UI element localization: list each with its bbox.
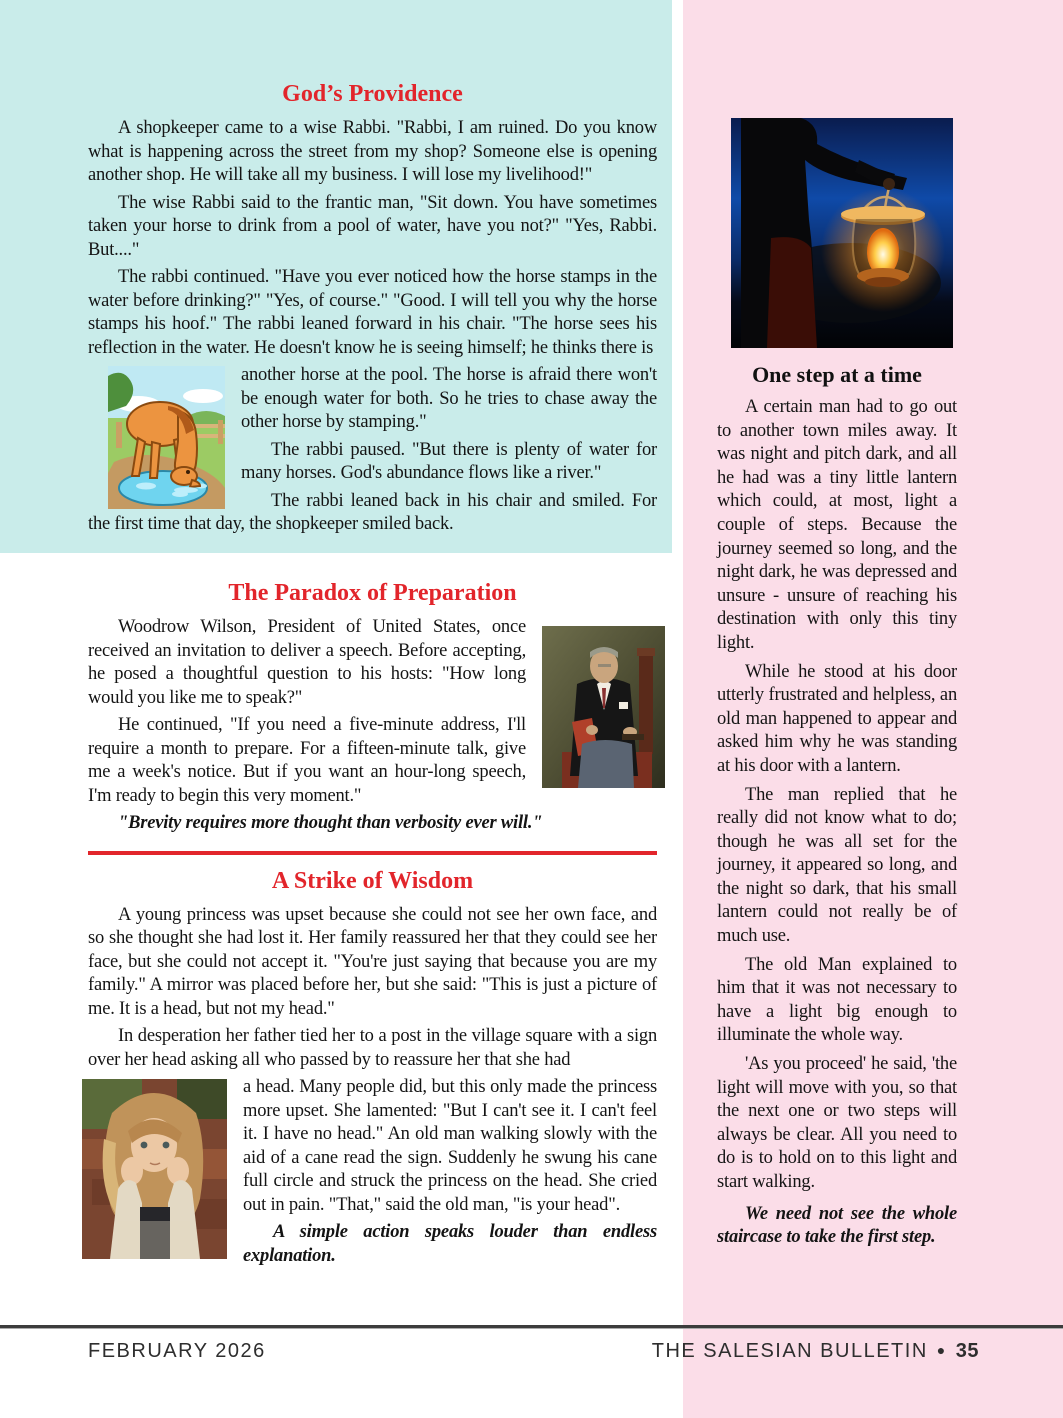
red-divider: [88, 851, 657, 855]
story-title-gods-providence: God’s Providence: [282, 81, 463, 107]
wilson-portrait-image: [542, 626, 665, 788]
sidebar-title: One step at a time: [752, 362, 922, 387]
paragraph: another horse at the pool. The horse is afraid there won't be enough water for both. So he tries to chase away the other horse by stamping.": [241, 365, 657, 432]
paragraph: He continued, "If you need a five-minute address, I'll require a month to prepare. For a fifteen-minute talk, give me a week's notice. But if you want an hour-long speech, I'm ready to begin this very moment.": [88, 715, 526, 806]
paragraph: The old Man explained to him that it was not necessary to have a light big enough to illuminate the whole way.: [717, 954, 957, 1046]
paragraph: Woodrow Wilson, President of United States, once received an invitation to deliver a speech. Before accepting, he posed a thoughtful question to his hosts: "How long would you like me to speak?": [88, 617, 526, 708]
girl-photo-svg: [82, 1079, 227, 1259]
footer-issue-date: FEBRUARY 2026: [88, 1340, 266, 1362]
story-gods-providence: [0, 0, 672, 553]
footer-bulletin-title: THE SALESIAN BULLETIN: [651, 1340, 928, 1362]
footer-divider: [0, 1325, 1063, 1329]
lantern-night-image: [731, 118, 953, 348]
pull-quote-simple-action: A simple action speaks louder than endless explanation.: [243, 1222, 657, 1266]
paragraph: The rabbi continued. "Have you ever noticed how the horse stamps in the water before drinking?" "Yes, of course." "Good. I will tell you why the horse stamps his hoof." The rabbi leaned forward in his chair. "The horse sees his reflection in the water. He doesn't know he is seeing himself; he thinks there is: [88, 267, 657, 358]
paragraph: 'As you proceed' he said, 'the light will move with you, so that the next one or two steps will always be clear. All you need to do is to hold on to this light and start walking.: [717, 1054, 957, 1192]
paragraph: The wise Rabbi said to the frantic man, "Sit down. You have sometimes taken your horse to drink from a pool of water, have you not?" "Yes, Rabbi. But....": [88, 192, 657, 260]
lantern-photo-svg: [731, 118, 953, 348]
paragraph: a head. Many people did, but this only made the princess more upset. She lamented: "But I can't see it. I can't feel it. I have no head." An old man walking slowly with the aid of a cane read the sign. Suddenly he swung his cane full circle and struck the princess on the head. She cried out in pain. "That," said the old man, "is your head".: [243, 1077, 657, 1215]
paragraph: A certain man had to go out to another town miles away. It was night and pitch dark, and all he had was a tiny little lantern which could, at most, light a couple of steps. Because the journey seemed so long, and the night dark, he was depressed and unsure - unsure of reaching his destination with only this tiny light.: [717, 397, 957, 653]
pull-quote-staircase: We need not see the whole staircase to take the first step.: [717, 1203, 957, 1248]
left-column-lower: [0, 553, 672, 1272]
wilson-portrait-svg: [542, 626, 665, 788]
story-title-strike: A Strike of Wisdom: [271, 867, 474, 894]
paragraph: In desperation her father tied her to a post in the village square with a sign over her head asking all who passed by to reassure her that she had: [88, 1026, 657, 1070]
horse-drinking-image: [108, 366, 225, 509]
paragraph: The rabbi paused. "But there is plenty of water for many horses. God's abundance flows like a river.": [241, 439, 657, 483]
sidebar-one-step-at-a-time: [683, 0, 1063, 1418]
horse-illustration-svg: [108, 366, 225, 509]
pull-quote-brevity: "Brevity requires more thought than verbosity ever will.": [118, 813, 543, 833]
footer-bullet-icon: ●: [936, 1342, 947, 1358]
footer-page-number: 35: [955, 1340, 979, 1362]
paragraph: The rabbi leaned back in his chair and smiled. For the first time that day, the shopkeeper smiled back.: [88, 490, 657, 534]
story-title-paradox: The Paradox of Preparation: [228, 580, 517, 606]
paragraph: A young princess was upset because she could not see her own face, and so she thought she had lost it. Her family reassured her that they could see her face, but she could not accept it. "You're just saying that because you are my family." A mirror was placed before her, but she said: "This is just a picture of me. It is a head, but not my head.": [88, 904, 657, 1019]
paragraph: A shopkeeper came to a wise Rabbi. "Rabbi, I am ruined. Do you know what is happening across the street from my shop? Someone else is opening another shop. He will take all my business. I will lose my livelihood!": [88, 118, 657, 185]
girl-photo-image: [82, 1079, 227, 1259]
footer-bulletin-info: [652, 1340, 979, 1363]
paragraph: The man replied that he really did not know what to do; though he was all set for the journey, it appeared so long, and the night so dark, that his small lantern could not really be of much use.: [717, 784, 957, 947]
paragraph: While he stood at his door utterly frustrated and helpless, an old man happened to appear and asked him why he was standing at his door with a lantern.: [717, 661, 957, 776]
